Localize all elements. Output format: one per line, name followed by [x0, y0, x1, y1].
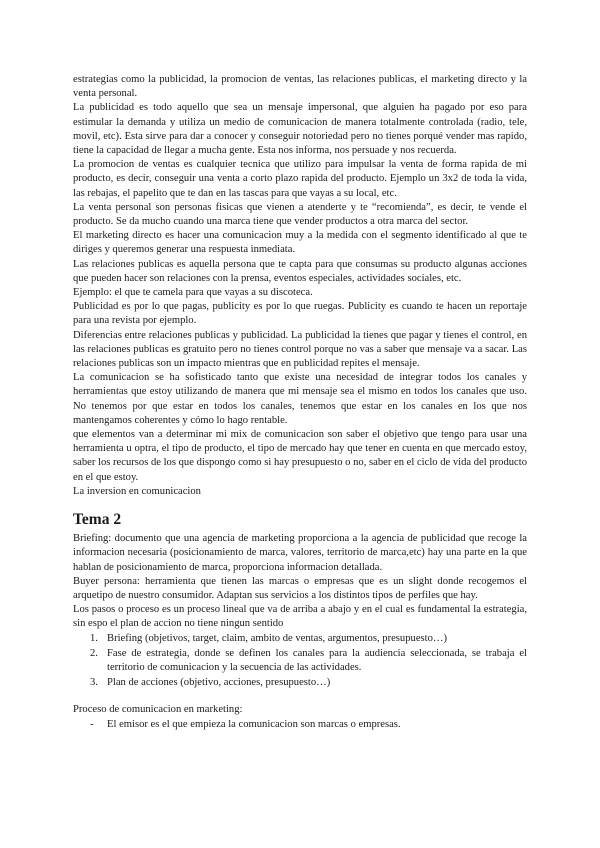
list-item [73, 632, 527, 646]
list-number: 1. [90, 632, 98, 644]
paragraph: El marketing directo es hacer una comunicacion muy a la medida con el segmento identificado al que te diriges y queremos generar una respuesta inmediata. [73, 230, 527, 256]
list-text: Fase de estrategia, donde se definen los canales para la audiencia seleccionada, se trabaja el territorio de comunicacion y la secuencia de las actividades. [107, 647, 527, 673]
spacer [73, 691, 527, 703]
document-page [73, 73, 527, 732]
paragraph: La venta personal son personas fisicas que vienen a atenderte y te “recomienda”, es decir, te vende el producto. Se da mucho cuando una marca tiene que vender productos a otra marca del sector. [73, 201, 527, 228]
paragraph: La comunicacion se ha sofisticado tanto que existe una necesidad de integrar todos los canales y herramientas que estoy utilizando de manera que mi mensaje sea el mismo en todos los canales que uso. No tenemos por que estar en todos los canales, tenemos que estar en los canales en los que nos mantengamos coherentes y cómo lo hago rentable. [73, 372, 527, 426]
list-text: Briefing (objetivos, target, claim, ambito de ventas, argumentos, presupuesto…) [107, 632, 448, 644]
paragraph: La publicidad es todo aquello que sea un mensaje impersonal, que alguien ha pagado por eso para estimular la demanda y utiliza un medio de comunicacion de manera totalmente controlada (radio, tele, movil, etc). Esta sirve para dar a conocer y conseguir notoriedad pero no tienes porqué vender mas rapido, tiene la capacidad de llegar a mucha gente. Esta nos informa, nos persuade y nos recuerda. [73, 102, 527, 157]
paragraph: estrategias como la publicidad, la promocion de ventas, las relaciones publicas, el marketing directo y la venta personal. [73, 74, 527, 100]
list-text: Plan de acciones (objetivo, acciones, presupuesto…) [107, 677, 331, 689]
dash-bullet: - [90, 718, 94, 730]
subsection-title: Proceso de comunicacion en marketing: [73, 704, 243, 716]
paragraph: Los pasos o proceso es un proceso lineal que va de arriba a abajo y en el cual es fundamental la estrategia, sin espo el plan de accion no tiene ningun sentido [73, 604, 527, 630]
section-heading: Tema 2 [73, 511, 122, 529]
paragraph: Diferencias entre relaciones publicas y publicidad. La publicidad la tienes que pagar y tienes el control, en las relaciones publicas es gratuito pero no tienes control porque no vas a saber que mensaje va a sacar. Las relaciones publicas son un impacto mientras que en publicidad repites el mensaje. [73, 329, 527, 370]
list-number: 3. [90, 677, 98, 689]
process-list [73, 718, 527, 732]
paragraph: La promocion de ventas es cualquier tecnica que utilizo para impulsar la venta de forma rapida de mi producto, es decir, conseguir una venta a corto plazo rapida del producto. Ejemplo un 3x2 de toda la vida, las rebajas, el papelito que te dan en las tascas para que vayas a su local, etc. [73, 159, 527, 199]
paragraph: que elementos van a determinar mi mix de comunicacion son saber el objetivo que tengo para usar una herramienta u optra, el tipo de producto, el tipo de mercado hay que tener en cuenta en que mercado estoy, saber los recursos de los que dispongo como si hay presupuesto o no, saber en el ciclo de vida del producto en el que estoy. [73, 429, 527, 483]
steps-list [73, 632, 527, 691]
list-text: El emisor es el que empieza la comunicacion son marcas o empresas. [107, 718, 401, 730]
paragraph: Publicidad es por lo que pagas, publicity es por lo que ruegas. Publicity es cuando te hacen un reportaje para una revista por ejemplo. [73, 301, 527, 327]
paragraph: La inversion en comunicacion [73, 485, 201, 497]
list-item [73, 718, 527, 732]
paragraph: Briefing: documento que una agencia de marketing proporciona a la agencia de publicidad que recoge la informacion necesaria (posicionamiento de marca, valores, territorio de marca,etc) hay una parte en la que hablan de posicionamiento de marca, proporciona informacion detallada. [73, 533, 527, 573]
list-item [73, 647, 527, 675]
paragraph: Buyer persona: herramienta que tienen las marcas o empresas que es un slight donde recogemos el arquetipo de nuestro consumidor. Adaptan sus servicios a los distintos tipos de perfiles que hay. [73, 575, 527, 601]
list-number: 2. [90, 647, 98, 659]
paragraph: Las relaciones publicas es aquella persona que te capta para que consumas su producto algunas acciones que pueden hacer son relaciones con la prensa, eventos especiales, actividades sociales, etc. [73, 258, 527, 284]
paragraph: Ejemplo: el que te camela para que vayas a su discoteca. [73, 287, 313, 299]
list-item [73, 676, 527, 690]
